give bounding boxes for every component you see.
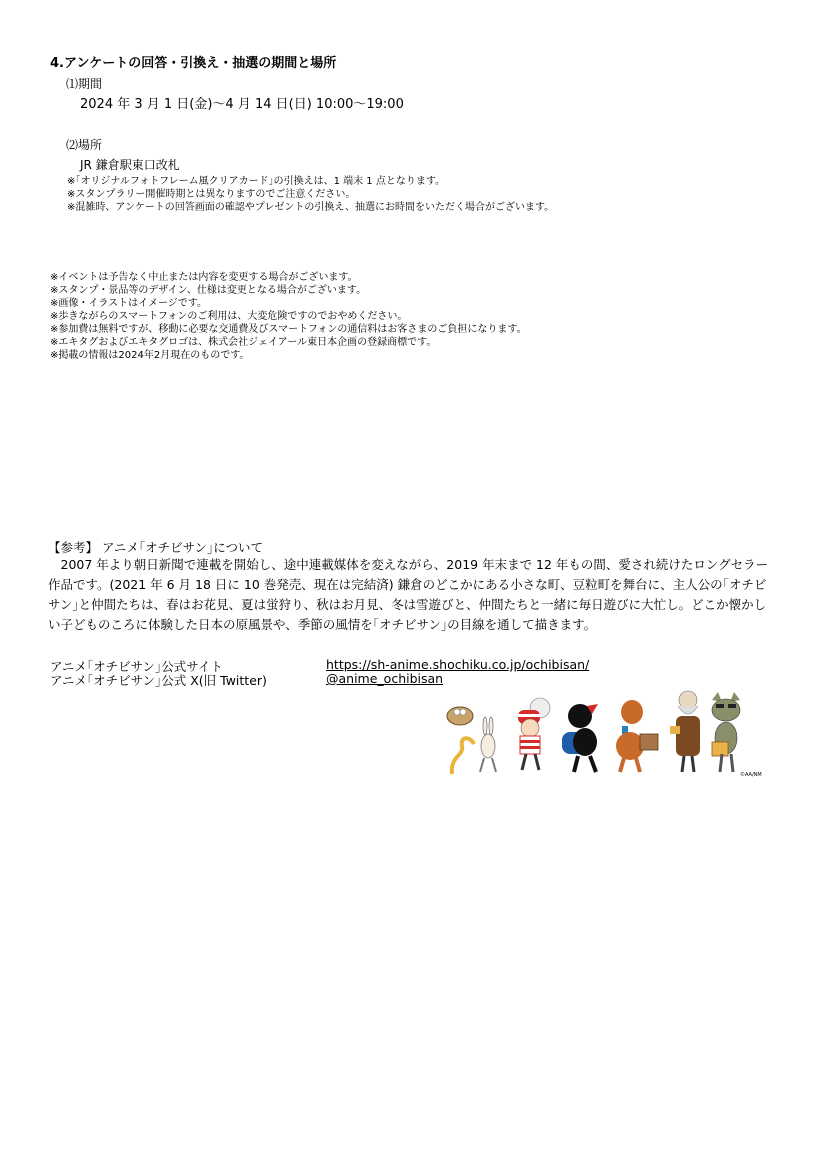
ochibisan-characters-illustration (440, 686, 778, 778)
official-site-label: アニメ｢オチビサン｣公式サイト (50, 659, 223, 674)
old-man-icon (670, 691, 700, 772)
official-x-handle[interactable]: @anime_ochibisan (326, 671, 444, 686)
general-note: ※エキタグおよびエキタグロゴは、株式会社ジェイアール東日本企画の登録商標です。 (50, 337, 437, 348)
general-note: ※掲載の情報は2024年2月現在のものです。 (50, 350, 250, 361)
reference-paragraph: 2007 年より朝日新聞で連載を開始し、途中連載媒体を変えながら、2019 年末まで 12 年もの間、愛され続けたロングセラー作品です。(2021 年 6 月 18 日に 10 巻発売、現在は完結済) 鎌倉のどこかにある小さな町、豆粒町を舞台に、主人公の｢オチビサン｣と仲間たちは、春はお花見、夏は蛍狩り、秋はお月見、冬は雪遊びと、仲間たちと一緒に毎日遊びに大忙し。どこか懐かしい子どものころに体験した日本の原風景や、季節の風情を｢オチビサン｣の目線を通して描きます。 (48, 557, 769, 632)
place-note: ※混雑時、アンケートの回答画面の確認やプレゼントの引換え、抽選にお時間をいただく場合がございます。 (67, 202, 555, 213)
place-note: ※スタンプラリー開催時期とは異なりますのでご注意ください。 (67, 189, 356, 200)
rabbit-icon (480, 717, 496, 772)
place-value: JR 鎌倉駅東口改札 (80, 158, 180, 172)
period-label: ⑴期間 (66, 77, 103, 91)
brown-dog-icon (616, 700, 658, 772)
basket-icon (447, 707, 473, 725)
period-value: 2024 年 3 月 1 日(金)～4 月 14 日(日) 10:00～19:00 (80, 97, 404, 112)
place-label: ⑵場所 (66, 138, 103, 152)
illustration-credit: ©AA/NM (740, 772, 762, 778)
general-note: ※イベントは予告なく中止または内容を変更する場合がございます。 (50, 272, 358, 283)
black-dog-icon (562, 704, 598, 772)
ochibisan-icon (518, 698, 550, 770)
place-note: ※｢オリジナルフォトフレーム風クリアカード｣の引換えは、1 端末 1 点となります。 (67, 176, 446, 187)
general-note: ※歩きながらのスマートフォンのご利用は、大変危険ですのでおやめください。 (50, 311, 408, 322)
official-x-label: アニメ｢オチビサン｣公式 X(旧 Twitter) (50, 673, 267, 688)
section-heading: 4.アンケートの回答・引換え・抽選の期間と場所 (50, 56, 337, 71)
general-note: ※スタンプ・景品等のデザイン、仕様は変更となる場合がございます。 (50, 285, 367, 296)
snake-icon (452, 738, 474, 774)
official-site-link[interactable]: https://sh-anime.shochiku.co.jp/ochibisan/ (326, 657, 590, 672)
reference-title: 【参考】 アニメ｢オチビサン｣について (48, 540, 263, 555)
general-note: ※参加費は無料ですが、移動に必要な交通費及びスマートフォンの通信料はお客さまのご負担になります。 (50, 324, 527, 335)
cat-icon (712, 692, 740, 772)
general-note: ※画像・イラストはイメージです。 (50, 298, 207, 309)
